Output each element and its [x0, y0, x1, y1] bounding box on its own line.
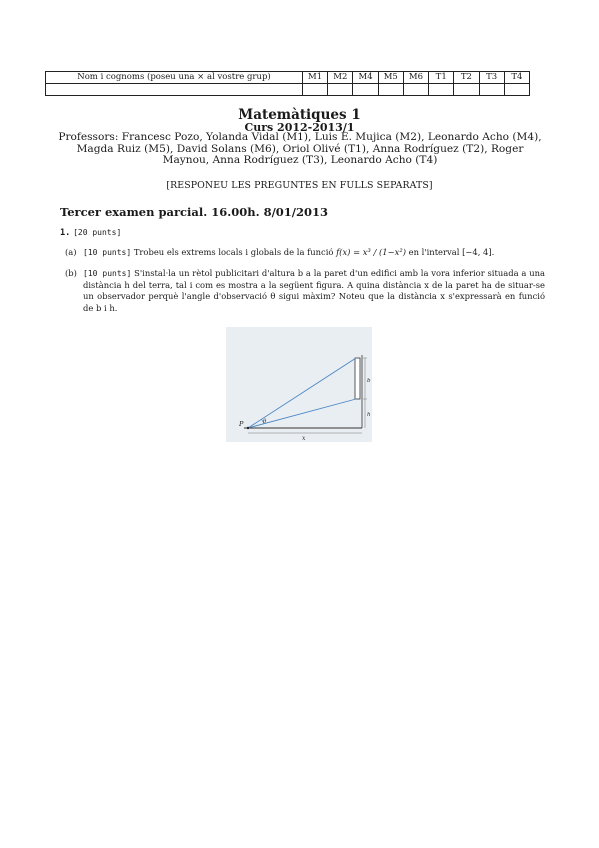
exam-heading: Tercer examen parcial. 16.00h. 8/01/2013 [60, 205, 329, 219]
question-points: [20 punts] [73, 228, 122, 237]
separate-sheets-notice: [RESPONEU LES PREGUNTES EN FULLS SEPARATS] [166, 180, 433, 191]
billboard-diagram [226, 327, 372, 442]
group-mark-cell[interactable] [504, 84, 529, 96]
group-cell: T3 [479, 72, 504, 84]
height-b-label: b [367, 378, 371, 384]
part-label: (a) [65, 247, 77, 257]
group-table-header-row [46, 72, 530, 84]
group-mark-cell[interactable] [454, 84, 479, 96]
course-title: Curs 2012-2013/1 [244, 121, 355, 134]
part-text: Trobeu els extrems locals i globals de la funció [131, 247, 337, 257]
professors-line: Magda Ruiz (M5), David Solans (M6), Oriol Olivé (T1), Anna Rodríguez (T2), Roger [76, 142, 524, 155]
group-mark-cell[interactable] [303, 84, 328, 96]
sight-line-top [248, 358, 356, 428]
subject-title: Matemàtiques 1 [238, 107, 361, 123]
part-label: (b) [65, 268, 77, 278]
group-cell: M6 [403, 72, 428, 84]
part-text: S'instal·la un rètol publicitari d'altura b a la paret d'un edifici amb la vora inferior situada a una distància h del terra, tal i com es mostra a la següent figura. A quina distància x de la paret ha de situar-se un observador perquè l'angle d'observació θ sigui màxim? Noteu que la distància x s'expressarà en funció de b i h. [83, 268, 545, 313]
group-mark-cell[interactable] [328, 84, 353, 96]
question-header [60, 228, 121, 238]
group-cell: T4 [504, 72, 529, 84]
group-mark-cell[interactable] [429, 84, 454, 96]
function-expression: f(x) = x³ / (1−x²) [336, 247, 406, 257]
professors-list [55, 132, 545, 167]
question-part-b [65, 268, 545, 314]
part-points: [10 punts] [83, 248, 132, 257]
part-body [83, 268, 545, 314]
group-mark-cell[interactable] [378, 84, 403, 96]
group-table [45, 71, 530, 96]
name-input-cell[interactable] [46, 84, 303, 96]
part-body [83, 247, 545, 259]
group-cell: M4 [353, 72, 378, 84]
group-cell: T2 [454, 72, 479, 84]
name-label-cell: Nom i cognoms (poseu una × al vostre grup) [46, 72, 303, 84]
height-h-label: h [367, 412, 371, 418]
angle-label: θ [263, 419, 267, 425]
group-cell: M2 [328, 72, 353, 84]
group-mark-cell[interactable] [353, 84, 378, 96]
group-cell: M1 [303, 72, 328, 84]
observer-point [247, 427, 249, 429]
group-table-blank-row [46, 84, 530, 96]
part-text: en l'interval [−4, 4]. [405, 247, 495, 257]
billboard-rect [355, 358, 360, 399]
group-mark-cell[interactable] [403, 84, 428, 96]
group-cell: M5 [378, 72, 403, 84]
part-points: [10 punts] [83, 269, 132, 278]
distance-x-label: x [302, 435, 306, 442]
professors-line: Maynou, Anna Rodríguez (T3), Leonardo Acho (T4) [162, 154, 438, 167]
group-mark-cell[interactable] [479, 84, 504, 96]
professors-line: Professors: Francesc Pozo, Yolanda Vidal (M1), Luis E. Mujica (M2), Leonardo Acho (M4), [58, 131, 542, 143]
point-label: P [239, 420, 244, 428]
question-part-a [65, 247, 545, 259]
question-number: 1. [60, 228, 71, 238]
billboard-figure [226, 327, 372, 442]
group-cell: T1 [429, 72, 454, 84]
